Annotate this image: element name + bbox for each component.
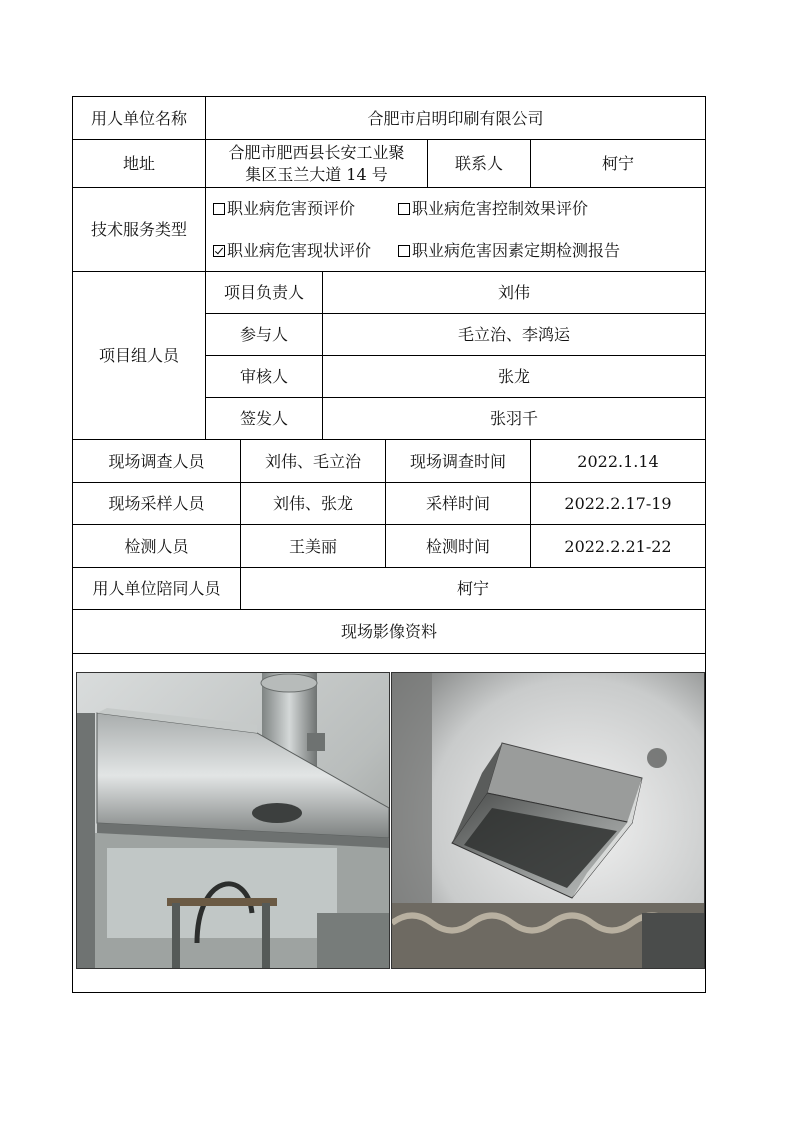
checked-checkbox-icon[interactable] [213,245,225,257]
checkbox-icon[interactable] [398,245,410,257]
service-option-control-effect[interactable]: 职业病危害控制效果评价 [398,198,588,219]
service-option-periodic-testing[interactable]: 职业病危害因素定期检测报告 [398,240,620,261]
escort-label: 用人单位陪同人员 [73,568,241,610]
sampling-staff-label: 现场采样人员 [73,483,241,525]
team-role-issuer: 签发人 [206,398,323,440]
team-name-reviewer: 张龙 [323,356,705,398]
site-photo-wall-hood [391,672,705,969]
service-option-pre-evaluation[interactable]: 职业病危害预评价 [213,198,398,219]
sampling-time-value: 2022.2.17-19 [531,483,705,525]
service-type-options [206,188,705,272]
team-role-reviewer: 审核人 [206,356,323,398]
employer-value: 合肥市启明印刷有限公司 [206,97,705,140]
team-name-participant: 毛立治、李鸿运 [323,314,705,356]
service-option-status-evaluation[interactable]: 职业病危害现状评价 [213,240,398,261]
exhaust-hood-image [77,673,389,968]
address-line-1: 合肥市肥西县长安工业聚 [228,142,405,162]
address-value [206,140,428,188]
sampling-staff-value: 刘伟、张龙 [241,483,386,525]
contact-value: 柯宁 [531,140,705,188]
survey-time-value: 2022.1.14 [531,440,705,483]
team-label: 项目组人员 [73,272,206,440]
testing-staff-value: 王美丽 [241,525,386,568]
service-type-label: 技术服务类型 [73,188,206,272]
employer-label: 用人单位名称 [73,97,206,140]
team-role-participant: 参与人 [206,314,323,356]
testing-time-value: 2022.2.21-22 [531,525,705,568]
team-name-lead: 刘伟 [323,272,705,314]
checkbox-icon[interactable] [398,203,410,215]
survey-staff-label: 现场调查人员 [73,440,241,483]
sampling-time-label: 采样时间 [386,483,531,525]
testing-time-label: 检测时间 [386,525,531,568]
team-role-lead: 项目负责人 [206,272,323,314]
team-name-issuer: 张羽千 [323,398,705,440]
survey-time-label: 现场调查时间 [386,440,531,483]
wall-hood-image [392,673,704,968]
site-photo-exhaust-hood [76,672,390,969]
survey-form [72,96,706,993]
survey-staff-value: 刘伟、毛立治 [241,440,386,483]
address-label: 地址 [73,140,206,188]
photos-label: 现场影像资料 [73,610,705,654]
checkbox-icon[interactable] [213,203,225,215]
testing-staff-label: 检测人员 [73,525,241,568]
address-line-2: 集区玉兰大道 14 号 [245,164,388,184]
escort-value: 柯宁 [241,568,705,610]
contact-label: 联系人 [428,140,531,188]
